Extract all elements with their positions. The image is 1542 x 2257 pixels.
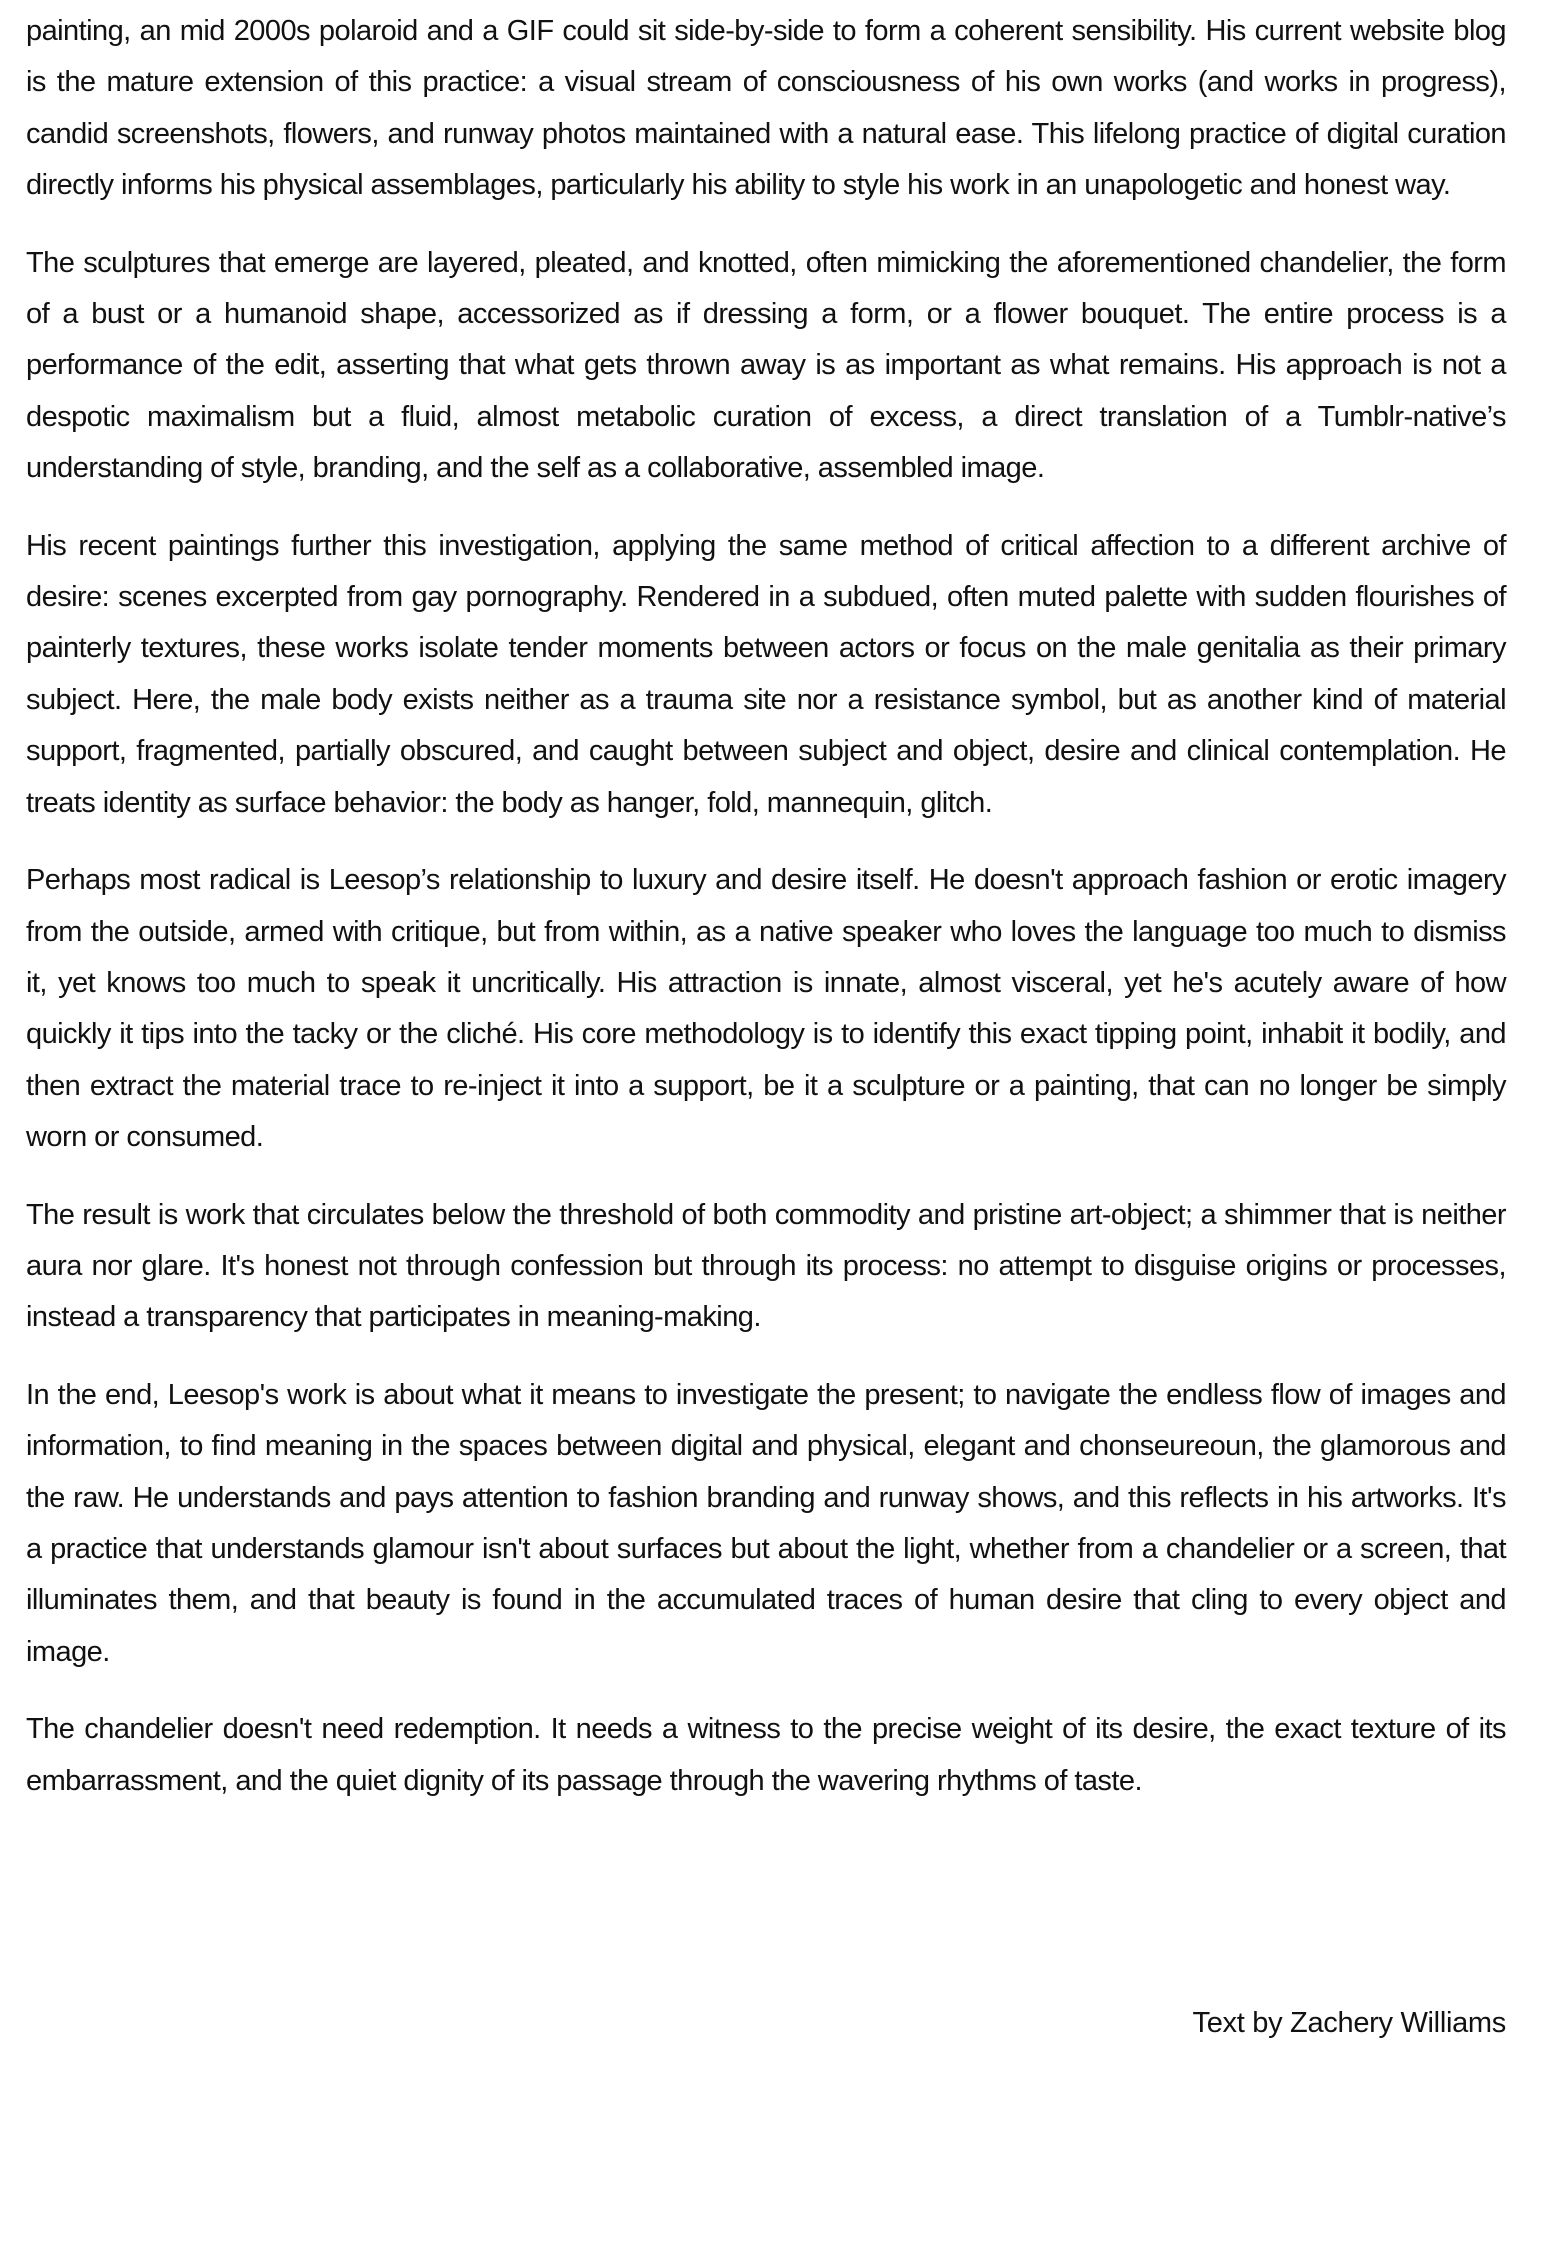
- paragraph-result: The result is work that circulates below the threshold of both commodity and pristine art-object; a shimmer that is neither aura nor glare. It's honest not through confession but through its process: no attempt to disguise origins or processes, instead a transparency that participates in meaning-making.: [26, 1198, 1506, 1334]
- paragraph-chandelier-coda: The chandelier doesn't need redemption. It needs a witness to the precise weight of its desire, the exact texture of its embarrassment, and the quiet dignity of its passage through the wavering rhythms of taste.: [26, 1713, 1506, 1797]
- author-credit: Text by Zachery Williams: [1192, 2007, 1506, 2039]
- article-body: [26, 6, 1506, 1833]
- paragraph-digital-curation: painting, an mid 2000s polaroid and a GIF could sit side-by-side to form a coherent sensibility. His current website blog is the mature extension of this practice: a visual stream of consciousness of his own works (and works in progress), candid screenshots, flowers, and runway photos maintained with a natural ease. This lifelong practice of digital curation directly informs his physical assemblages, particularly his ability to style his work in an unapologetic and honest way.: [26, 15, 1506, 202]
- paragraph-paintings: His recent paintings further this investigation, applying the same method of critical affection to a different archive of desire: scenes excerpted from gay pornography. Rendered in a subdued, often muted palette with sudden flourishes of painterly textures, these works isolate tender moments between actors or focus on the male genitalia as their primary subject. Here, the male body exists neither as a trauma site nor a resistance symbol, but as another kind of material support, fragmented, partially obscured, and caught between subject and object, desire and clinical contemplation. He treats identity as surface behavior: the body as hanger, fold, mannequin, glitch.: [26, 529, 1506, 819]
- paragraph-conclusion: In the end, Leesop's work is about what it means to investigate the present; to navigate the endless flow of images and information, to find meaning in the spaces between digital and physical, elegant and chonseureoun, the glamorous and the raw. He understands and pays attention to fashion branding and runway shows, and this reflects in his artworks. It's a practice that understands glamour isn't about surfaces but about the light, whether from a chandelier or a screen, that illuminates them, and that beauty is found in the accumulated traces of human desire that cling to every object and image.: [26, 1378, 1506, 1668]
- paragraph-sculptures: The sculptures that emerge are layered, pleated, and knotted, often mimicking the aforementioned chandelier, the form of a bust or a humanoid shape, accessorized as if dressing a form, or a flower bouquet. The entire process is a performance of the edit, asserting that what gets thrown away is as important as what remains. His approach is not a despotic maximalism but a fluid, almost metabolic curation of excess, a direct translation of a Tumblr-native’s understanding of style, branding, and the self as a collaborative, assembled image.: [26, 246, 1506, 485]
- paragraph-luxury-desire: Perhaps most radical is Leesop’s relationship to luxury and desire itself. He doesn't approach fashion or erotic imagery from the outside, armed with critique, but from within, as a native speaker who loves the language too much to dismiss it, yet knows too much to speak it uncritically. His attraction is innate, almost visceral, yet he's acutely aware of how quickly it tips into the tacky or the cliché. His core methodology is to identify this exact tipping point, inhabit it bodily, and then extract the material trace to re-inject it into a support, be it a sculpture or a painting, that can no longer be simply worn or consumed.: [26, 864, 1506, 1154]
